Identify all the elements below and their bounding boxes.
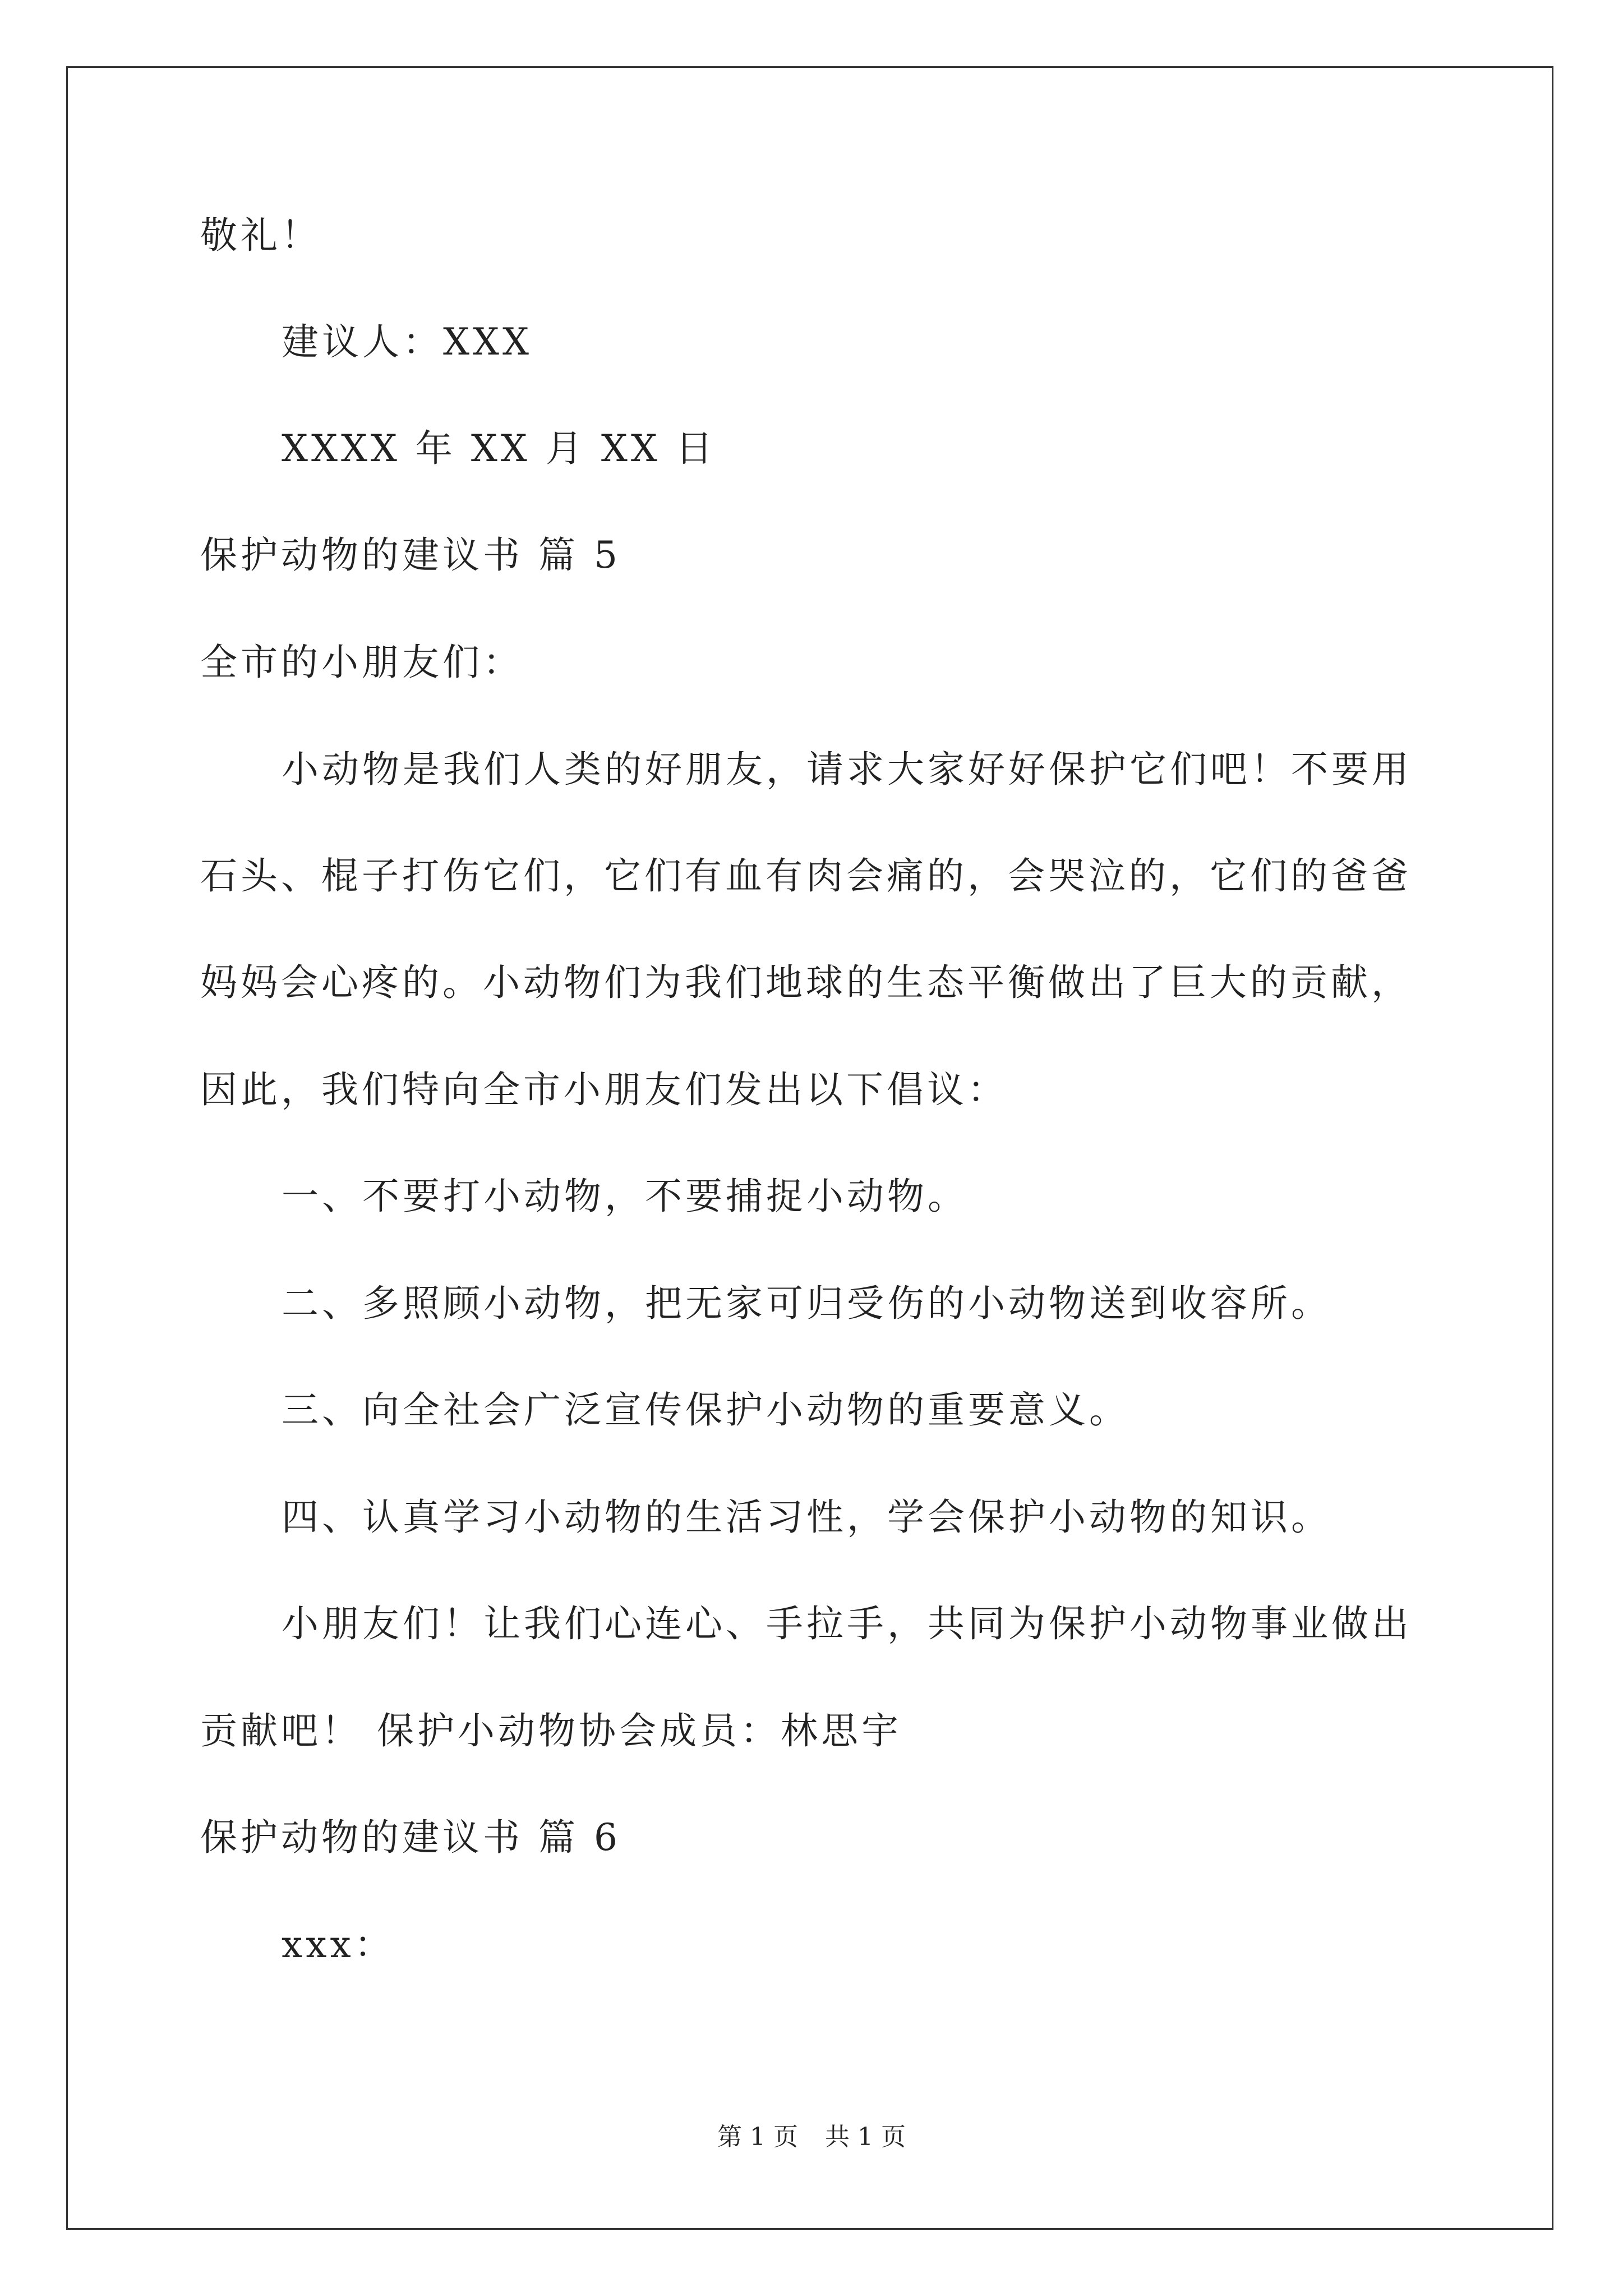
paragraph-line: 小朋友们！让我们心连心、手拉手，共同为保护小动物事业做出 <box>282 1602 1412 1645</box>
paragraph-line: 因此，我们特向全市小朋友们发出以下倡议： <box>200 1068 1008 1111</box>
list-item: 四、认真学习小动物的生活习性，学会保护小动物的知识。 <box>282 1496 1331 1539</box>
proposer-line: 建议人：XXX <box>282 320 532 364</box>
list-item: 一、不要打小动物，不要捕捉小动物。 <box>282 1175 968 1218</box>
salutation: xxx： <box>282 1923 395 1966</box>
date-line: XXXX 年 XX 月 XX 日 <box>282 427 716 470</box>
paragraph-line: 贡献吧！ 保护小动物协会成员：林思宇 <box>200 1709 902 1752</box>
salutation: 全市的小朋友们： <box>200 641 523 684</box>
list-item: 三、向全社会广泛宣传保护小动物的重要意义。 <box>282 1388 1129 1432</box>
section-heading: 保护动物的建议书 篇 6 <box>200 1816 621 1859</box>
list-item: 二、多照顾小动物，把无家可归受伤的小动物送到收容所。 <box>282 1282 1331 1325</box>
page-number: 第 1 页 <box>717 2123 798 2151</box>
page-footer <box>0 2120 1623 2154</box>
page-total: 共 1 页 <box>825 2123 906 2151</box>
paragraph-line: 石头、棍子打伤它们，它们有血有肉会痛的，会哭泣的，它们的爸爸 <box>200 854 1412 898</box>
paragraph-line: 小动物是我们人类的好朋友，请求大家好好保护它们吧！不要用 <box>282 748 1412 791</box>
closing-salute: 敬礼！ <box>200 214 321 257</box>
page-border <box>66 66 1553 2230</box>
section-heading: 保护动物的建议书 篇 5 <box>200 533 621 577</box>
paragraph-line: 妈妈会心疼的。小动物们为我们地球的生态平衡做出了巨大的贡献， <box>200 961 1412 1004</box>
